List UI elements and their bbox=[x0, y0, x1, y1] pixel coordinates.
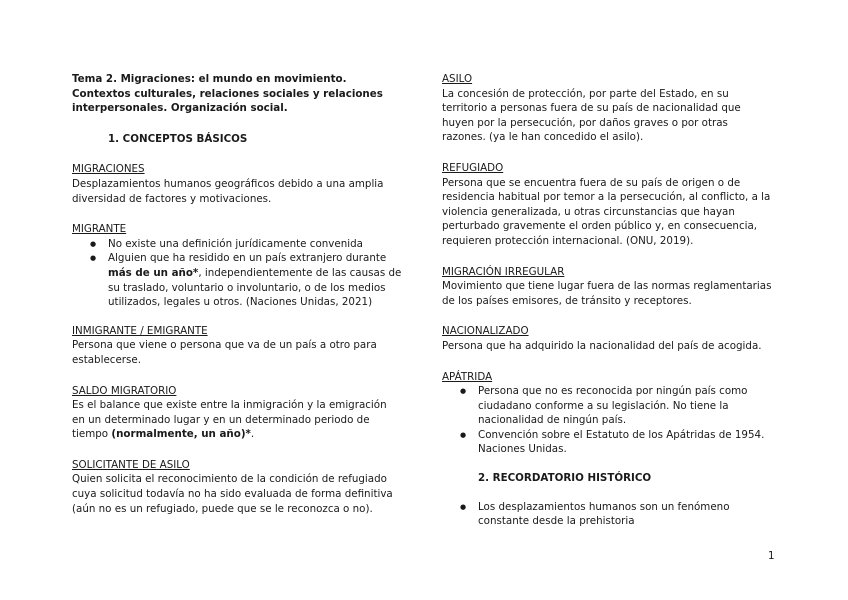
term-migracion-irregular: MIGRACIÓN IRREGULAR bbox=[442, 265, 565, 278]
term-migrante: MIGRANTE bbox=[72, 223, 127, 236]
term-asilo: ASILO bbox=[442, 73, 473, 85]
migrante-bullet-2-bold: más de un año* bbox=[108, 266, 199, 279]
page-number: 1 bbox=[768, 550, 775, 562]
section-heading-historico: 2. RECORDATORIO HISTÓRICO bbox=[478, 472, 652, 485]
term-apatrida: APÁTRIDA bbox=[442, 370, 493, 383]
definition-saldo bbox=[72, 398, 402, 442]
saldo-def-bold: (normalmente, un año)* bbox=[111, 428, 251, 441]
historico-bullet-list bbox=[442, 500, 774, 529]
definition-refugiado: Persona que se encuentra fuera de su país de origen o de residencia habitual por temor a la persecución, al conflicto, a la violencia generalizada, u otras circunstancias que hayan perturbado gravemente el orden público y, en consecuencia, requieren protección internacional. (ONU, 2019). bbox=[442, 176, 771, 247]
term-nacionalizado: NACIONALIZADO bbox=[442, 325, 529, 338]
definition-nacionalizado: Persona que ha adquirido la nacionalidad del país de acogida. bbox=[442, 339, 762, 352]
definition-solicitante: Quien solicita el reconocimiento de la condición de refugiado cuya solicitud todavía no ha sido evaluada de forma definitiva (aún no es un refugiado, puede que se le reconozca o no). bbox=[72, 473, 393, 515]
term-inmigrante-emigrante: INMIGRANTE / EMIGRANTE bbox=[72, 324, 208, 337]
right-column bbox=[442, 72, 774, 529]
definition-migraciones: Desplazamientos humanos geográficos debido a una amplia diversidad de factores y motivaciones. bbox=[72, 177, 384, 205]
migrante-bullet-2-pre: Alguien que ha residido en un país extranjero durante bbox=[108, 252, 387, 265]
saldo-def-post: . bbox=[250, 428, 255, 441]
term-saldo-migratorio: SALDO MIGRATORIO bbox=[72, 384, 177, 397]
list-item bbox=[478, 384, 774, 428]
term-refugiado: REFUGIADO bbox=[442, 161, 504, 174]
definition-inmigrante: Persona que viene o persona que va de un país a otro para establecerse. bbox=[72, 339, 377, 366]
migrante-bullet-1: No existe una definición jurídicamente convenida bbox=[108, 237, 363, 250]
migrante-bullet-list bbox=[72, 237, 402, 310]
migrante-bullet-2-post: , independientemente de las causas de su traslado, voluntario o involuntario, o de los medios utilizados, legales u otros. (Naciones Unidas, 2021) bbox=[108, 266, 402, 309]
apatrida-bullet-list bbox=[442, 384, 774, 457]
historico-bullet-1: Los desplazamientos humanos son un fenómeno constante desde la prehistoria bbox=[478, 500, 730, 528]
apatrida-bullet-1: Persona que no es reconocida por ningún país como ciudadano conforme a su legislación. No tiene la nacionalidad de ningún país. bbox=[478, 385, 748, 427]
apatrida-bullet-2: Convención sobre el Estatuto de los Apátridas de 1954. Naciones Unidas. bbox=[478, 428, 765, 456]
section-heading-conceptos: 1. CONCEPTOS BÁSICOS bbox=[108, 132, 248, 145]
term-solicitante-asilo: SOLICITANTE DE ASILO bbox=[72, 458, 190, 471]
list-item bbox=[108, 237, 402, 252]
saldo-def-pre: Es el balance que existe entre la inmigración y la emigración en un determinado lugar y en un determinado periodo de tiempo bbox=[72, 399, 387, 441]
definition-migracion-irregular: Movimiento que tiene lugar fuera de las normas reglamentarias de los países emisores, de tránsito y receptores. bbox=[442, 280, 772, 307]
term-migraciones: MIGRACIONES bbox=[72, 163, 145, 176]
document-title: Tema 2. Migraciones: el mundo en movimiento. Contextos culturales, relaciones sociales y relaciones interpersonales. Organización social. bbox=[72, 73, 383, 115]
left-column bbox=[72, 72, 402, 516]
definition-asilo: La concesión de protección, por parte del Estado, en su territorio a personas fuera de su país de nacionalidad que huyen por la persecución, por daños graves o por otras razones. (ya le han concedido el asilo). bbox=[442, 87, 741, 144]
list-item bbox=[108, 251, 402, 309]
list-item bbox=[478, 428, 774, 457]
list-item bbox=[478, 500, 774, 529]
